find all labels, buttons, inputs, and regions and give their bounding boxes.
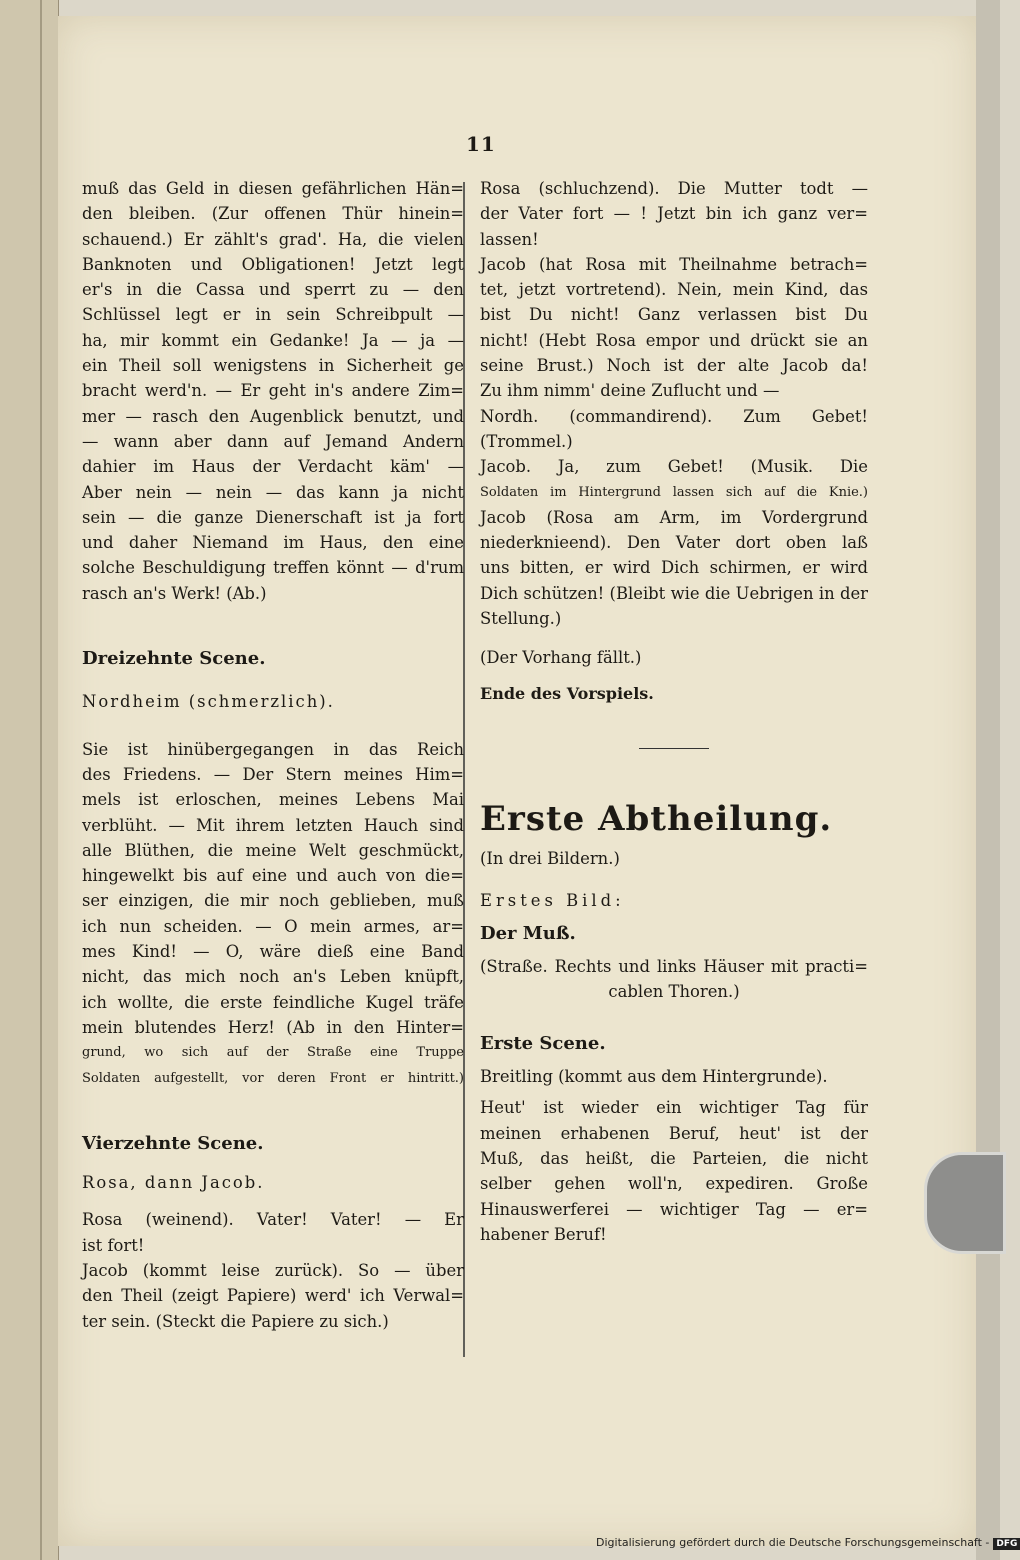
text-line: mes Kind! — O, wäre dieß eine Band xyxy=(82,942,464,962)
part-title: Erste Abtheilung. xyxy=(480,798,833,839)
text-line: Rosa (schluchzend). Die Mutter todt — xyxy=(480,179,868,198)
end-of-prelude: Ende des Vorspiels. xyxy=(480,683,654,703)
text-line: nicht! (Hebt Rosa empor und drückt sie an xyxy=(480,330,868,350)
text-line: alle Blüthen, die meine Welt geschmückt, xyxy=(82,840,464,860)
part-subtitle: (In drei Bildern.) xyxy=(480,849,620,869)
text-line: mer — rasch den Augenblick benutzt, und xyxy=(82,406,464,426)
left-para-1 xyxy=(82,176,464,606)
text-line: uns bitten, er wird Dich schirmen, er wird xyxy=(480,558,868,578)
text-line: mein blutendes Herz! (Ab in den Hinter= xyxy=(82,1017,464,1037)
scene-heading-13: Dreizehnte Scene. xyxy=(82,648,266,670)
digitization-footer xyxy=(596,1536,1020,1550)
text-line: der Vater fort — ! Jetzt bin ich ganz ver= xyxy=(480,204,868,224)
text-line: ein Theil soll wenigstens in Sicherheit ge xyxy=(82,356,464,376)
text-line: niederknieend). Den Vater dort oben laß xyxy=(480,533,868,553)
text-line: ser einzigen, die mir noch geblieben, muß xyxy=(82,891,464,911)
previous-page-edge xyxy=(0,0,59,1560)
left-column xyxy=(82,176,464,1334)
text-line: Jacob (hat Rosa mit Theilnahme betrach= xyxy=(480,254,868,274)
text-line: ha, mir kommt ein Gedanke! Ja — ja — xyxy=(82,330,464,350)
text-line: Aber nein — nein — das kann ja nicht xyxy=(82,482,464,502)
text-line: ter sein. (Steckt die Papiere zu sich.) xyxy=(82,1311,389,1331)
right-para-2 xyxy=(480,1095,868,1247)
text-line: cablen Thoren.) xyxy=(608,982,740,1002)
text-line: muß das Geld in diesen gefährlichen Hän= xyxy=(82,179,464,198)
stage-directions xyxy=(480,954,868,1005)
text-line: (Straße. Rechts und links Häuser mit practi= xyxy=(480,957,868,977)
text-line: Zu ihm nimm' deine Zuflucht und — xyxy=(480,381,780,401)
text-line: — wann aber dann auf Jemand Andern xyxy=(82,431,464,451)
text-line: hingewelkt bis auf eine und auch von die= xyxy=(82,866,464,886)
left-para-3 xyxy=(82,1207,464,1333)
text-line: Banknoten und Obligationen! Jetzt legt xyxy=(82,254,464,274)
speaker-breitling: Breitling (kommt aus dem Hintergrunde). xyxy=(480,1067,828,1087)
scene14-persons: Rosa, dann Jacob. xyxy=(82,1173,265,1193)
text-line: Dich schützen! (Bleibt wie die Uebrigen in der xyxy=(480,583,868,603)
text-line: Stellung.) xyxy=(480,609,562,629)
text-line: Heut' ist wieder ein wichtiger Tag für xyxy=(480,1098,868,1118)
text-line: Nordh. (commandirend). Zum Gebet! xyxy=(480,406,868,426)
text-line: den bleiben. (Zur offenen Thür hinein= xyxy=(82,204,464,224)
first-picture-label: Erstes Bild: xyxy=(480,890,625,910)
dfg-logo: DFG xyxy=(993,1538,1020,1550)
text-line: er's in die Cassa und sperrt zu — den xyxy=(82,280,464,300)
text-line: grund, wo sich auf der Straße eine Truppe xyxy=(82,1045,464,1061)
text-line: lassen! xyxy=(480,229,539,249)
text-line: Jacob. Ja, zum Gebet! (Musik. Die xyxy=(480,457,868,477)
curtain-direction: (Der Vorhang fällt.) xyxy=(480,648,642,668)
footer-text: Digitalisierung gefördert durch die Deutsche Forschungsgemeinschaft - xyxy=(596,1536,990,1549)
right-para-1 xyxy=(480,176,868,631)
text-line: Rosa (weinend). Vater! Vater! — Er xyxy=(82,1210,464,1230)
text-line: (Trommel.) xyxy=(480,431,573,451)
text-line: solche Beschuldigung treffen könnt — d'rum xyxy=(82,558,464,578)
text-line: den Theil (zeigt Papiere) werd' ich Verwal= xyxy=(82,1286,464,1306)
text-line: habener Beruf! xyxy=(480,1224,607,1244)
text-line: bist Du nicht! Ganz verlassen bist Du xyxy=(480,305,868,325)
text-line: verblüht. — Mit ihrem letzten Hauch sind xyxy=(82,815,464,835)
text-line: und daher Niemand im Haus, den eine xyxy=(82,533,464,553)
text-line: Muß, das heißt, die Parteien, die nicht xyxy=(480,1148,868,1168)
text-line: Soldaten aufgestellt, vor deren Front er hintritt.) xyxy=(82,1070,464,1086)
picture-title: Der Muß. xyxy=(480,922,576,944)
text-line: seine Brust.) Noch ist der alte Jacob da! xyxy=(480,356,868,376)
page-right-margin xyxy=(976,0,1000,1560)
scanner-thumb-marker xyxy=(924,1152,1006,1254)
scene-heading-1: Erste Scene. xyxy=(480,1032,606,1054)
text-line: Hinauswerferei — wichtiger Tag — er= xyxy=(480,1199,868,1219)
scene-heading-14: Vierzehnte Scene. xyxy=(82,1132,264,1154)
text-line: Schlüssel legt er in sein Schreibpult — xyxy=(82,305,464,325)
text-line: Jacob (kommt leise zurück). So — über xyxy=(82,1260,464,1280)
page-number: 11 xyxy=(466,132,496,156)
text-line: dahier im Haus der Verdacht käm' — xyxy=(82,457,464,477)
text-line: mels ist erloschen, meines Lebens Mai xyxy=(82,790,464,810)
text-line: tet, jetzt vortretend). Nein, mein Kind, das xyxy=(480,280,868,300)
text-line: des Friedens. — Der Stern meines Him= xyxy=(82,764,464,784)
text-line: nicht, das mich noch an's Leben knüpft, xyxy=(82,967,464,987)
speaker-nordheim: Nordheim (schmerzlich). xyxy=(82,692,335,712)
left-para-2 xyxy=(82,737,464,1091)
text-line: rasch an's Werk! (Ab.) xyxy=(82,583,267,603)
text-line: Jacob (Rosa am Arm, im Vordergrund xyxy=(480,507,868,527)
text-line: sein — die ganze Dienerschaft ist ja fort xyxy=(82,507,464,527)
page-gutter-line xyxy=(40,0,42,1560)
text-line: schauend.) Er zählt's grad'. Ha, die vielen xyxy=(82,229,464,249)
text-line: selber gehen woll'n, expediren. Große xyxy=(480,1174,868,1194)
text-line: ist fort! xyxy=(82,1235,145,1255)
text-line: ich nun scheiden. — O mein armes, ar= xyxy=(82,916,464,936)
text-line: meinen erhabenen Beruf, heut' ist der xyxy=(480,1123,868,1143)
text-line: bracht werd'n. — Er geht in's andere Zim= xyxy=(82,381,464,401)
text-line: Sie ist hinübergegangen in das Reich xyxy=(82,739,464,759)
right-column xyxy=(480,176,868,1247)
text-line: ich wollte, die erste feindliche Kugel träfe xyxy=(82,992,464,1012)
text-line: Soldaten im Hintergrund lassen sich auf die Knie.) xyxy=(480,484,868,500)
